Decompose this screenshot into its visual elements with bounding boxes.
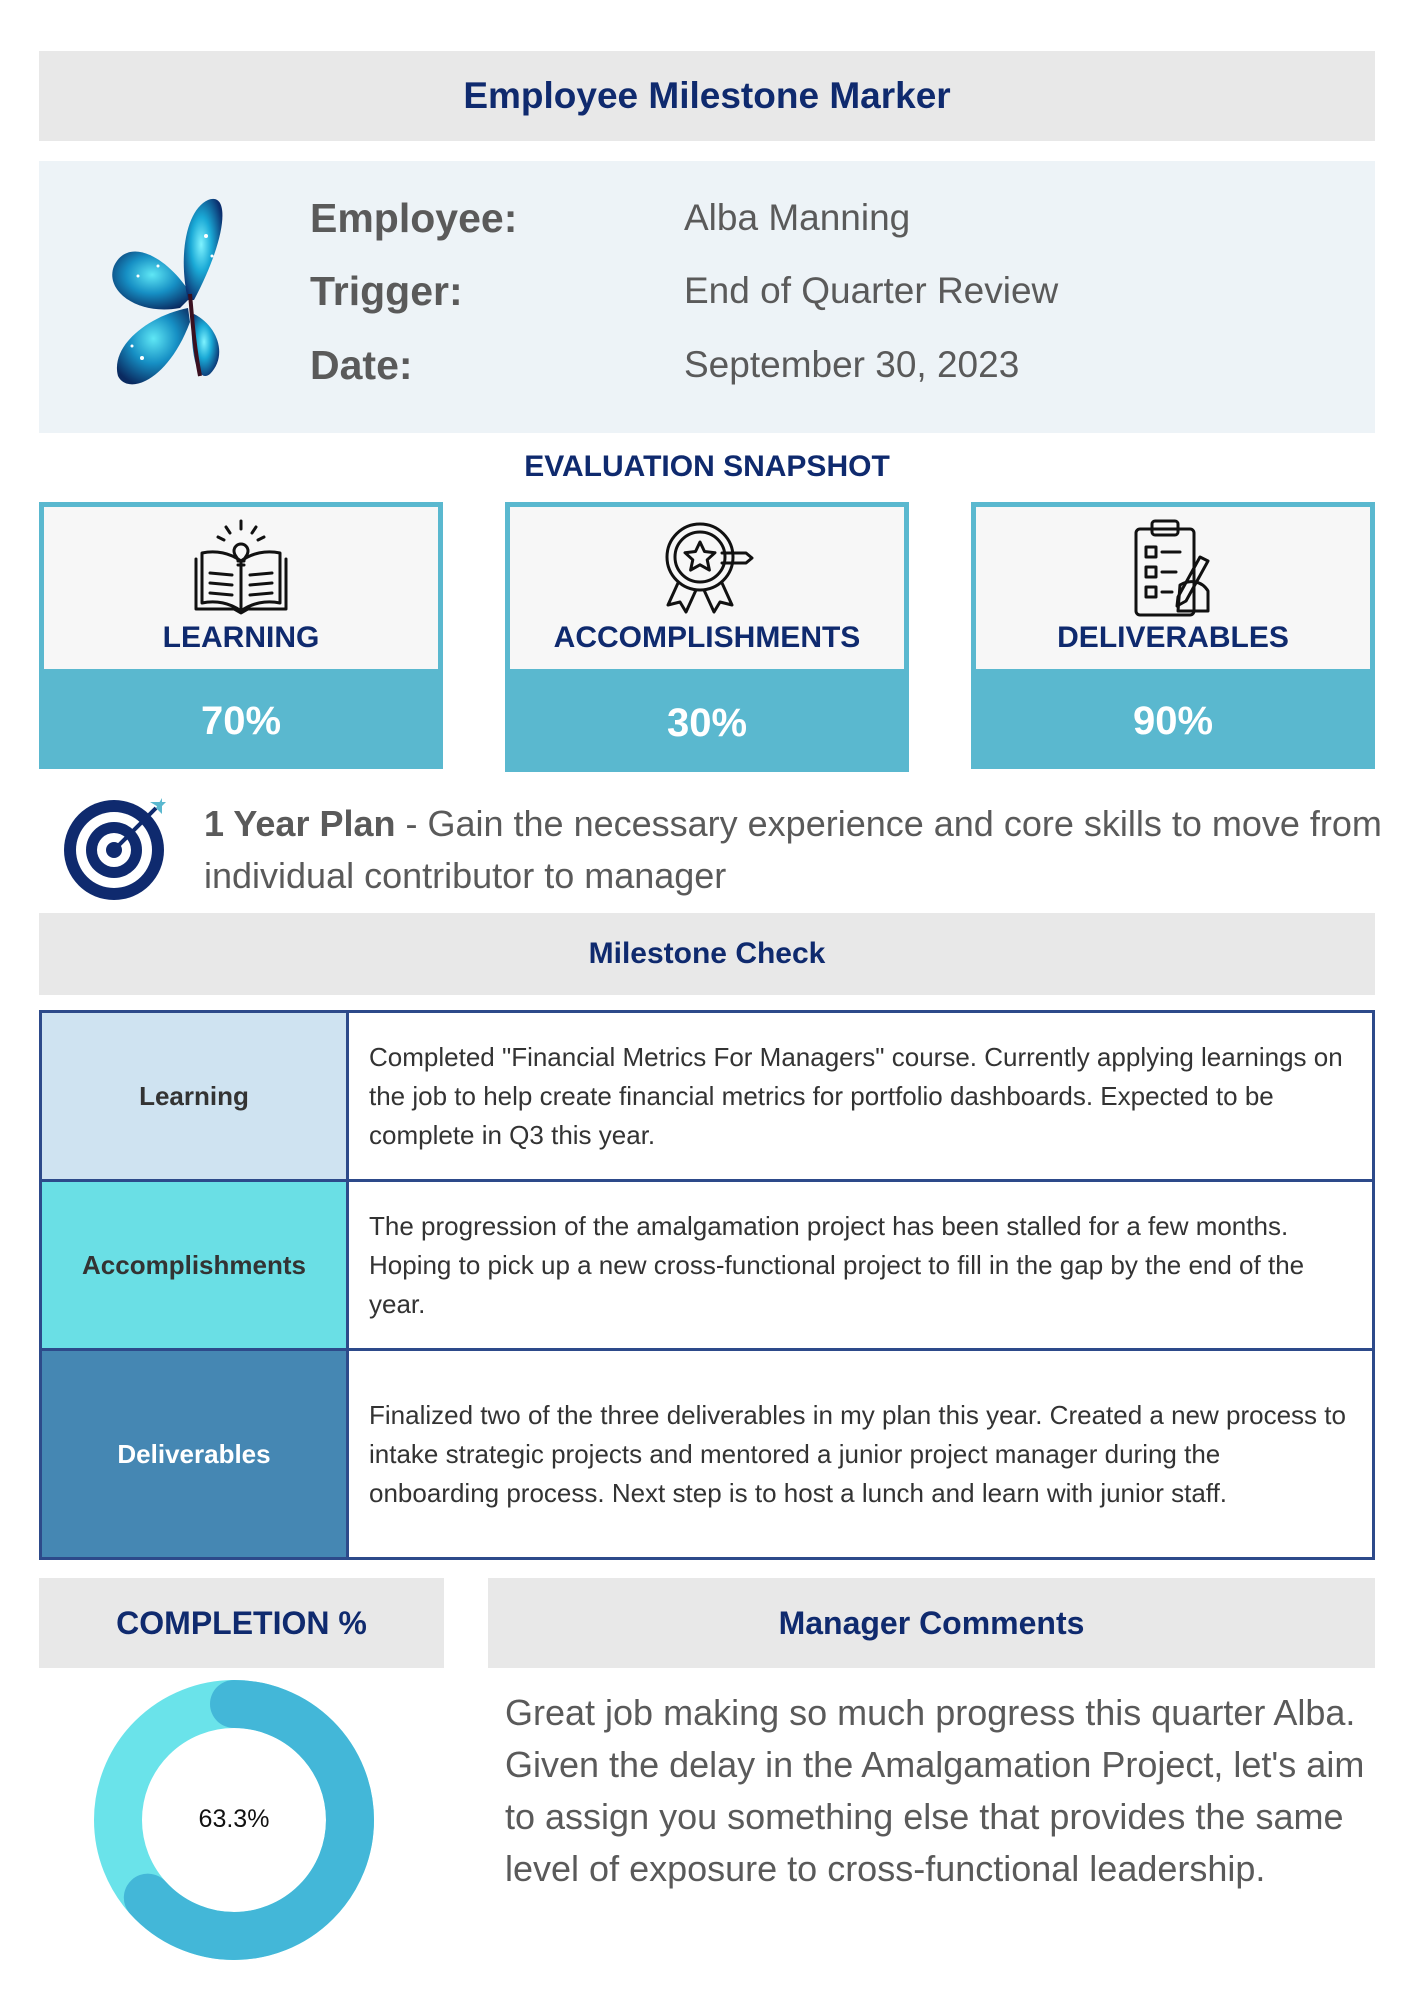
row-description: Completed "Financial Metrics For Managers" course. Currently applying learnings on the job to help create financial metrics for portfolio dashboards. Expected to be complete in Q3 this year. [348,1012,1374,1181]
deliverables-card [971,502,1375,769]
table-row [41,1350,1374,1559]
milestone-check-title: Milestone Check [39,913,1375,995]
date-value: September 30, 2023 [684,344,1020,385]
evaluation-snapshot-title: EVALUATION SNAPSHOT [524,450,890,483]
employee-value: Alba Manning [684,197,911,238]
table-row [41,1181,1374,1350]
manager-comments-title: Manager Comments [488,1578,1375,1668]
deliverables-card-label: DELIVERABLES [1057,621,1289,654]
plan-label: 1 Year Plan [204,803,396,844]
accomplishments-card [505,502,909,772]
row-category: Deliverables [41,1350,348,1559]
target-icon [60,792,172,904]
award-medal-icon [652,515,762,625]
completion-percent-label: 63.3% [198,1805,270,1833]
row-description: Finalized two of the three deliverables in my plan this year. Created a new process to intake strategic projects and mentored a junior project manager during the onboarding process. Next step is to host a lunch and learn with junior staff. [348,1350,1374,1559]
learning-card-label: LEARNING [162,621,320,654]
accomplishments-card-label: ACCOMPLISHMENTS [553,621,861,654]
row-description: The progression of the amalgamation project has been stalled for a few months. Hoping to pick up a new cross-functional project to fill in the gap by the end of the year. [348,1181,1374,1350]
learning-percent: 70% [39,674,443,769]
checklist-clipboard-icon [1118,515,1228,625]
deliverables-percent: 90% [971,674,1375,769]
employee-label: Employee: [310,195,518,241]
learning-card [39,502,443,769]
accomplishments-percent: 30% [505,674,909,772]
row-category: Accomplishments [41,1181,348,1350]
one-year-plan [204,798,1384,902]
row-category: Learning [41,1012,348,1181]
trigger-value: End of Quarter Review [684,270,1059,311]
date-label: Date: [310,342,413,388]
trigger-label: Trigger: [310,268,463,314]
book-lightbulb-icon [186,515,296,625]
plan-text: - Gain the necessary experience and core skills to move from individual contributor to manager [204,803,1382,896]
table-row [41,1012,1374,1181]
completion-title: COMPLETION % [39,1578,444,1668]
manager-comments-text: Great job making so much progress this quarter Alba. Given the delay in the Amalgamation Project, let's aim to assign you something else that provides the same level of exposure to cross-functional leadership. [505,1692,1365,1889]
butterfly-logo-icon [108,196,248,391]
milestone-table [39,1010,1375,1560]
page-title: Employee Milestone Marker [39,51,1375,141]
